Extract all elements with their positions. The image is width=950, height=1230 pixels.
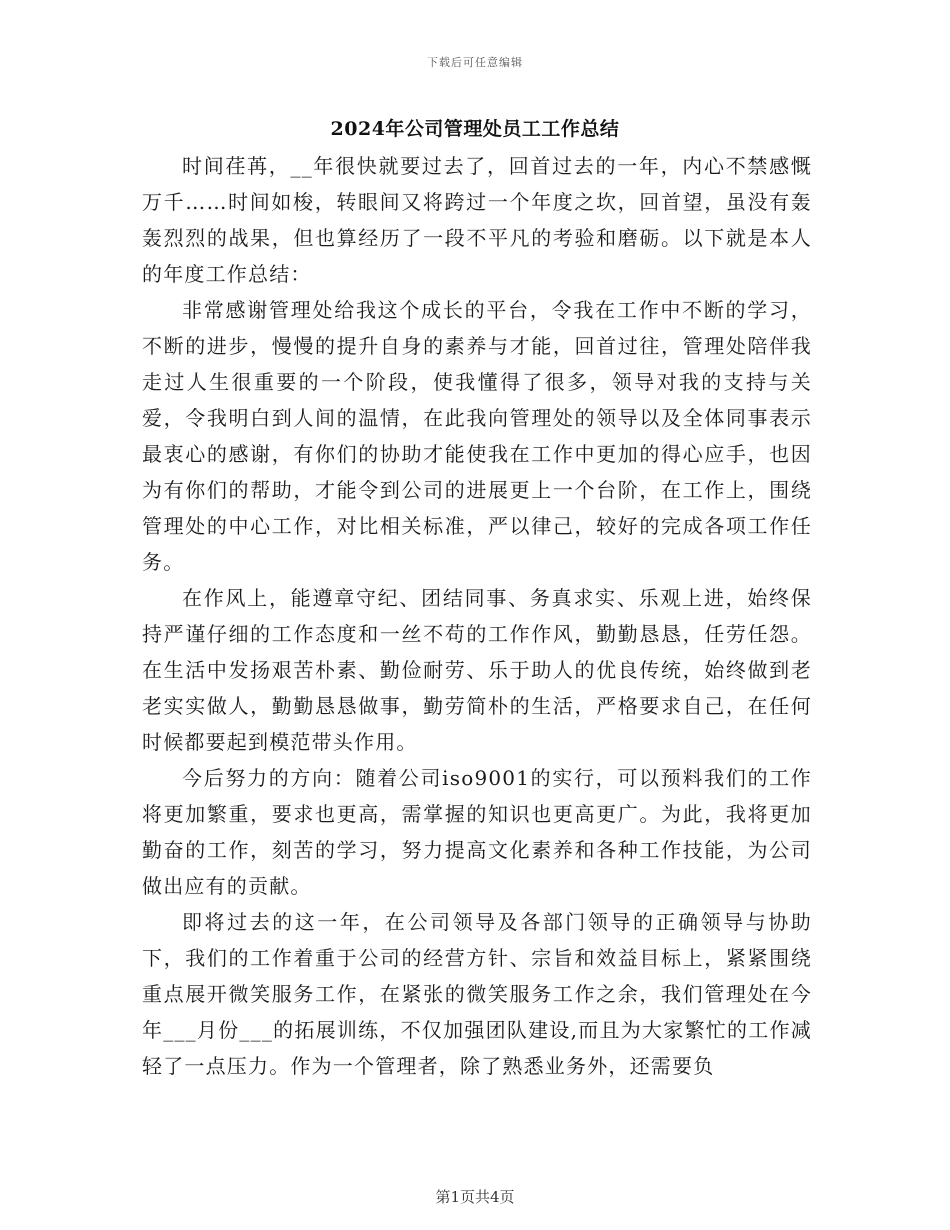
paragraph: 非常感谢管理处给我这个成长的平台，令我在工作中不断的学习，不断的进步，慢慢的提升自身的素养与才能，回首过往，管理处陪伴我走过人生很重要的一个阶段，使我懂得了很多，领导对我的支持与关爱，令我明白到人间的温情，在此我向管理处的领导以及全体同事表示最衷心的感谢，有你们的协助才能使我在工作中更加的得心应手，也因为有你们的帮助，才能令到公司的进展更上一个台阶，在工作上，围绕管理处的中心工作，对比相关标准，严以律己，较好的完成各项工作任务。 <box>142 298 812 574</box>
document-title: 2024年公司管理处员工工作总结 <box>330 118 620 140</box>
document-body <box>142 148 812 1084</box>
paragraph: 今后努力的方向：随着公司iso9001的实行，可以预料我们的工作将更加繁重，要求也更高，需掌握的知识也更高更广。为此，我将更加勤奋的工作，刻苦的学习，努力提高文化素养和各种工作技能，为公司做出应有的贡献。 <box>142 766 812 898</box>
paragraph: 在作风上，能遵章守纪、团结同事、务真求实、乐观上进，始终保持严谨仔细的工作态度和一丝不苟的工作作风，勤勤恳恳，任劳任怨。在生活中发扬艰苦朴素、勤俭耐劳、乐于助人的优良传统，始终做到老老实实做人，勤勤恳恳做事，勤劳简朴的生活，严格要求自己，在任何时候都要起到模范带头作用。 <box>142 586 812 754</box>
paragraph: 即将过去的这一年，在公司领导及各部门领导的正确领导与协助下，我们的工作着重于公司的经营方针、宗旨和效益目标上，紧紧围绕重点展开微笑服务工作，在紧张的微笑服务工作之余，我们管理处在今年___月份___的拓展训练，不仅加强团队建设,而且为大家繁忙的工作减轻了一点压力。作为一个管理者，除了熟悉业务外，还需要负 <box>142 910 812 1078</box>
paragraph: 时间荏苒，__年很快就要过去了，回首过去的一年，内心不禁感慨万千……时间如梭，转眼间又将跨过一个年度之坎，回首望，虽没有轰轰烈烈的战果，但也算经历了一段不平凡的考验和磨砺。以下就是本人的年度工作总结： <box>142 154 812 286</box>
header-note: 下载后可任意编辑 <box>427 56 523 69</box>
page-number: 第1页共4页 <box>435 1188 515 1206</box>
